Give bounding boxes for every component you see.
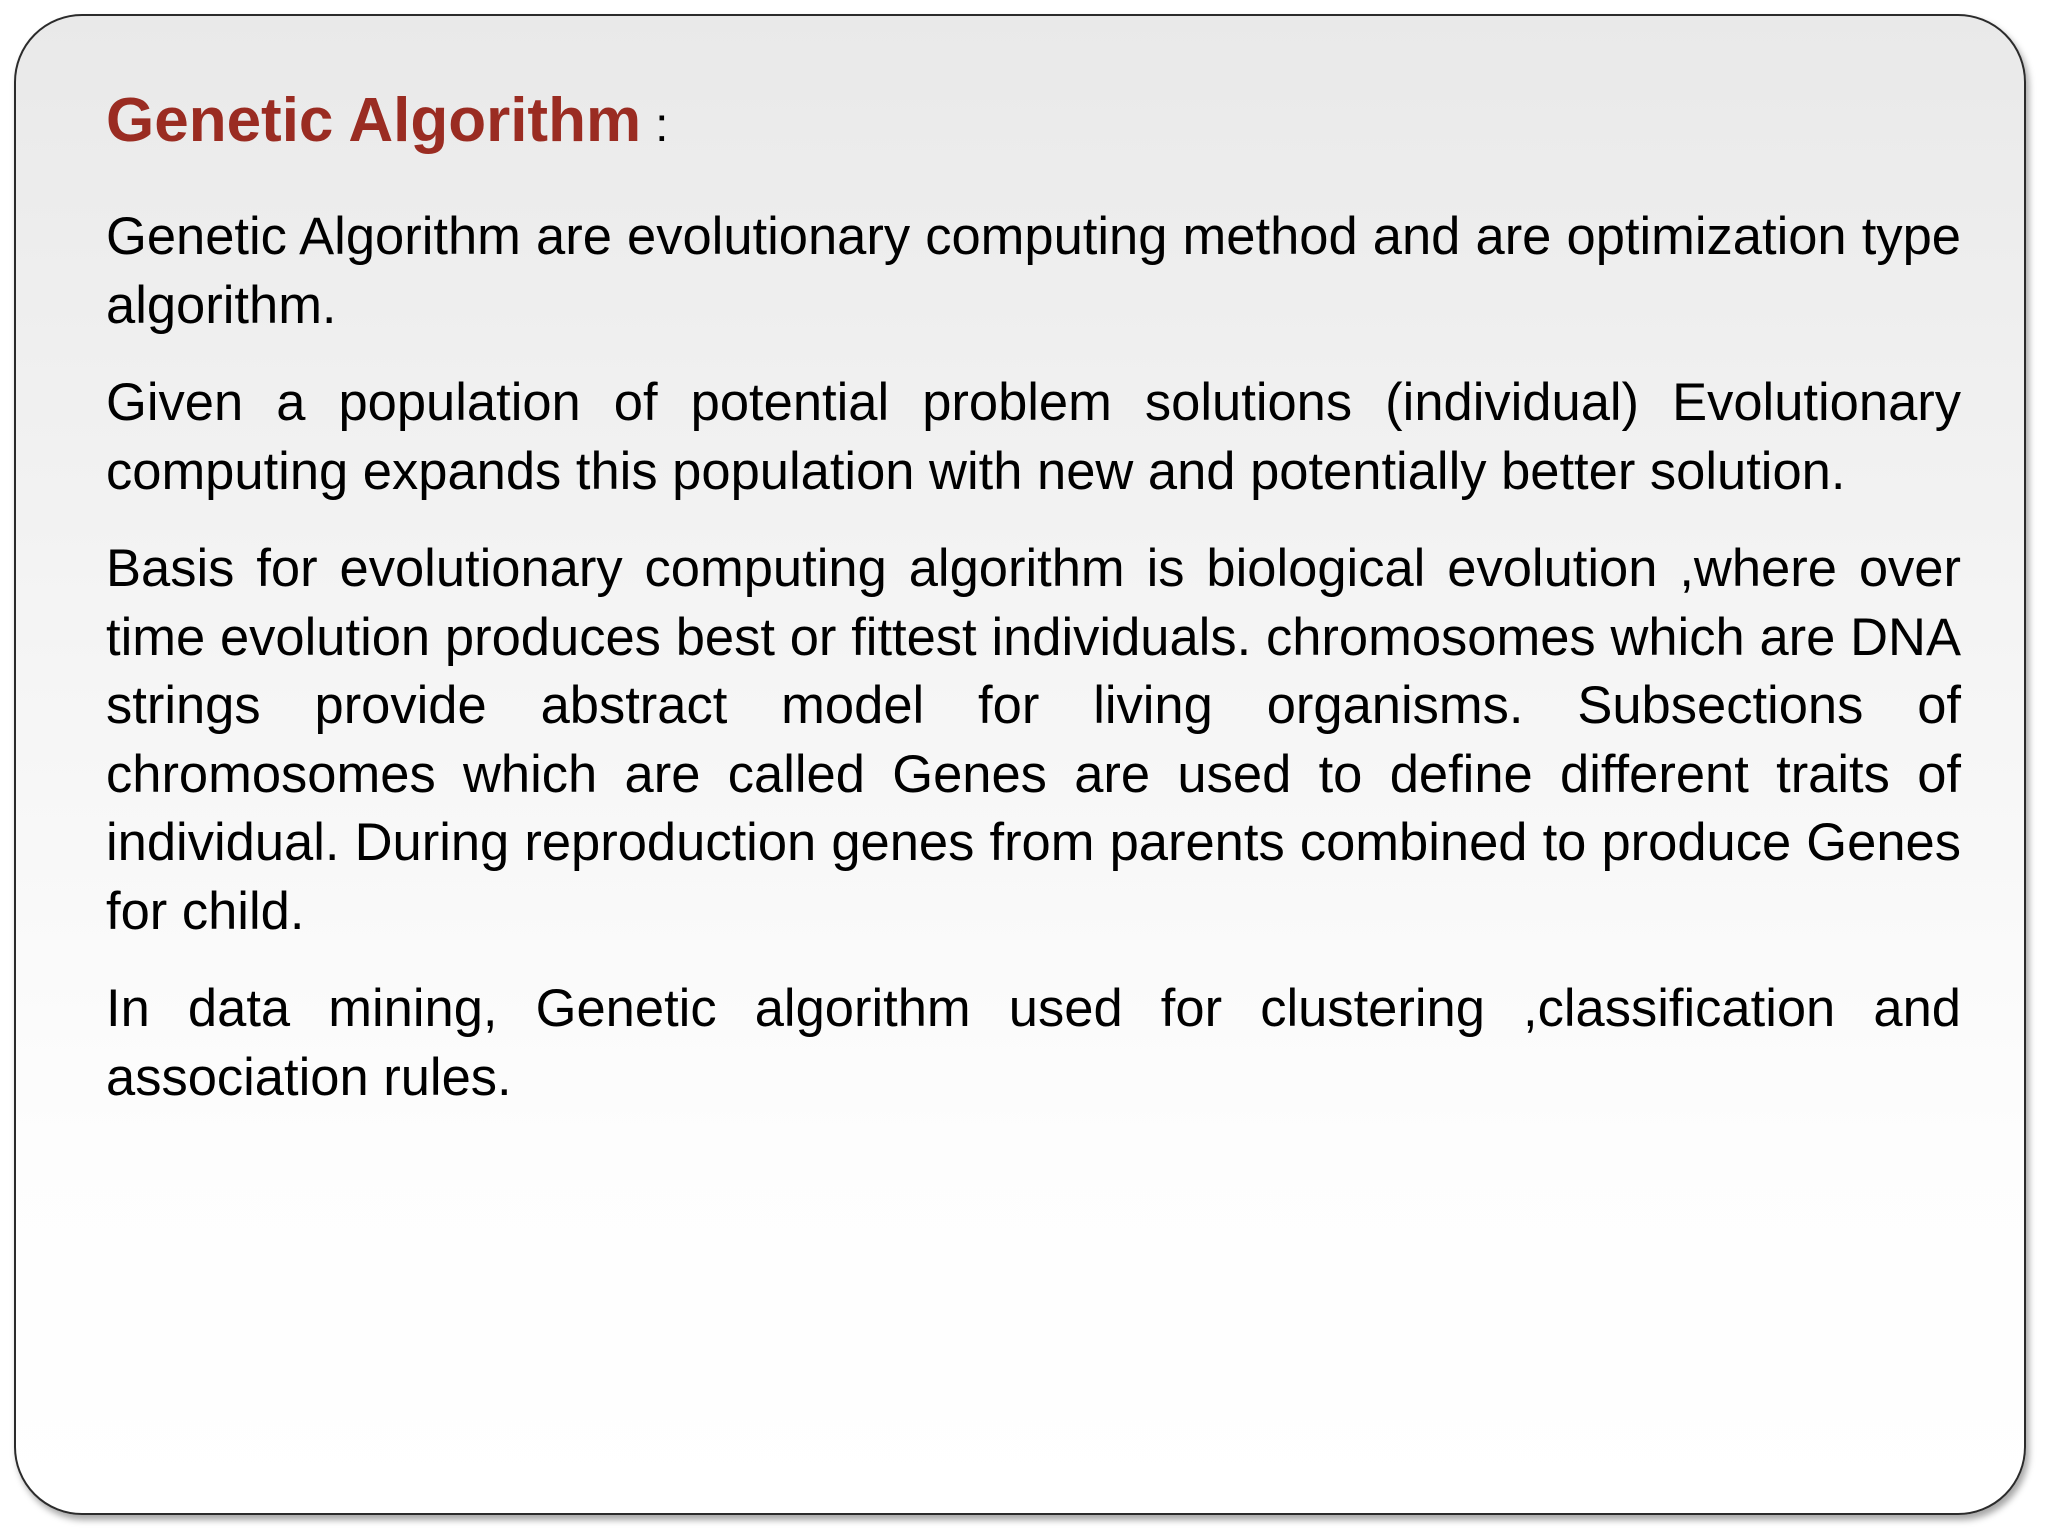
paragraph-biological-basis: Basis for evolutionary computing algorithm is biological evolution ,where over time evolution produces best or fittest individuals. chromosomes which are DNA strings provide abstract model for living organisms. Subsections of chromosomes which are called Genes are used to define different traits of individual. During reproduction genes from parents combined to produce Genes for child.	[106, 539, 1961, 941]
title-colon: :	[655, 99, 669, 152]
paragraph-population: Given a population of potential problem solutions (individual) Evolutionary computing expands this population with new and potentially better solution.	[106, 373, 1961, 501]
slide-content	[106, 78, 1961, 1141]
slide-title: Genetic Algorithm	[106, 86, 642, 155]
slide-frame	[14, 14, 2026, 1515]
paragraph-definition: Genetic Algorithm are evolutionary computing method and are optimization type algorithm.	[106, 207, 1961, 335]
paragraph-data-mining: In data mining, Genetic algorithm used for clustering ,classification and association rules.	[106, 979, 1961, 1107]
slide-title-line	[106, 78, 1961, 169]
